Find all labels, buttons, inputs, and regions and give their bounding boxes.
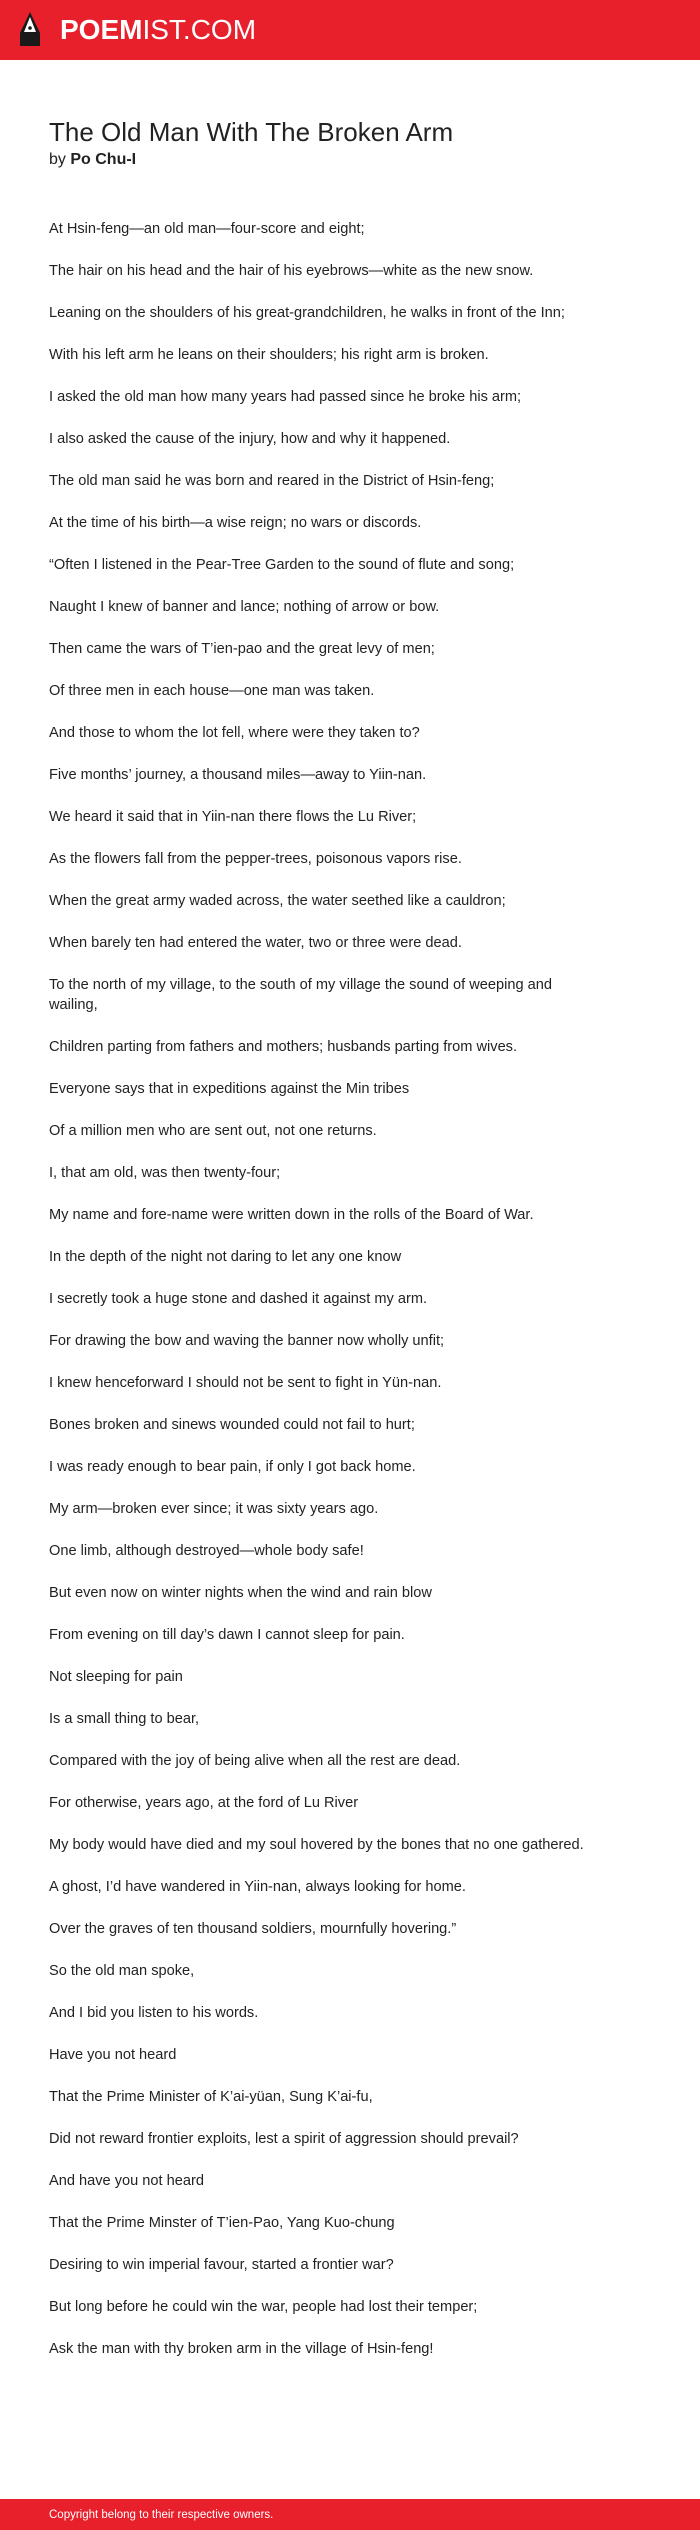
poem-line: Then came the wars of T’ien-pao and the great levy of men; xyxy=(49,641,435,657)
poem-line: That the Prime Minister of K’ai-yüan, Sung K’ai-fu, xyxy=(49,2089,373,2105)
author-link[interactable]: Po Chu-I xyxy=(70,151,137,168)
poem-line: Ask the man with thy broken arm in the village of Hsin-feng! xyxy=(49,2341,434,2357)
poem-line: To the north of my village, to the south of my village the sound of weeping and wailing, xyxy=(49,977,552,1013)
poem-line: Did not reward frontier exploits, lest a spirit of aggression should prevail? xyxy=(49,2131,519,2147)
poem-line: Compared with the joy of being alive when all the rest are dead. xyxy=(49,1753,461,1769)
poem-line: And I bid you listen to his words. xyxy=(49,2005,259,2021)
poem-line: I asked the old man how many years had passed since he broke his arm; xyxy=(49,389,522,405)
poem-line: Over the graves of ten thousand soldiers, mournfully hovering.” xyxy=(49,1921,457,1937)
poem-line: From evening on till day’s dawn I cannot sleep for pain. xyxy=(49,1627,405,1643)
poem-line: One limb, although destroyed—whole body safe! xyxy=(49,1543,364,1559)
poem-line: For drawing the bow and waving the banner now wholly unfit; xyxy=(49,1333,445,1349)
poem-line: Not sleeping for pain xyxy=(49,1669,183,1685)
poem-line: I secretly took a huge stone and dashed it against my arm. xyxy=(49,1291,428,1307)
poem-line: At the time of his birth—a wise reign; no wars or discords. xyxy=(49,515,422,531)
poem-line: The old man said he was born and reared in the District of Hsin-feng; xyxy=(49,473,495,489)
poem-line: My arm—broken ever since; it was sixty years ago. xyxy=(49,1501,379,1517)
poem-line: Leaning on the shoulders of his great-grandchildren, he walks in front of the Inn; xyxy=(49,305,565,321)
poem-title: The Old Man With The Broken Arm xyxy=(49,117,454,147)
poem-line: But even now on winter nights when the wind and rain blow xyxy=(49,1585,432,1601)
site-logo[interactable] xyxy=(60,14,256,46)
copyright-text: Copyright belong to their respective owners. xyxy=(49,2509,274,2521)
poem-line: The hair on his head and the hair of his eyebrows—white as the new snow. xyxy=(49,263,534,279)
poem-line: Five months’ journey, a thousand miles—away to Yiin-nan. xyxy=(49,767,427,783)
poem-body xyxy=(49,219,589,2381)
poem-line: But long before he could win the war, people had lost their temper; xyxy=(49,2299,478,2315)
poem-line: Have you not heard xyxy=(49,2047,177,2063)
poem-line: I, that am old, was then twenty-four; xyxy=(49,1165,281,1181)
byline xyxy=(49,150,136,170)
poem-line: Is a small thing to bear, xyxy=(49,1711,200,1727)
poem-line: My body would have died and my soul hovered by the bones that no one gathered. xyxy=(49,1837,584,1853)
poem-line: A ghost, I’d have wandered in Yiin-nan, always looking for home. xyxy=(49,1879,466,1895)
poem-line: When the great army waded across, the water seethed like a cauldron; xyxy=(49,893,506,909)
site-header xyxy=(0,0,700,60)
poem-line: In the depth of the night not daring to let any one know xyxy=(49,1249,402,1265)
poem-line: I was ready enough to bear pain, if only I got back home. xyxy=(49,1459,416,1475)
poem-line: Everyone says that in expeditions against the Min tribes xyxy=(49,1081,410,1097)
poem-line: Desiring to win imperial favour, started a frontier war? xyxy=(49,2257,394,2273)
poem-line: When barely ten had entered the water, two or three were dead. xyxy=(49,935,462,951)
poem-line: “Often I listened in the Pear-Tree Garden to the sound of flute and song; xyxy=(49,557,515,573)
poem-line: Of a million men who are sent out, not one returns. xyxy=(49,1123,377,1139)
pen-nib-icon[interactable] xyxy=(17,11,43,49)
poem-line: With his left arm he leans on their shoulders; his right arm is broken. xyxy=(49,347,489,363)
poem-line: Children parting from fathers and mothers; husbands parting from wives. xyxy=(49,1039,518,1055)
poem-line: We heard it said that in Yiin-nan there flows the Lu River; xyxy=(49,809,417,825)
poem-line: As the flowers fall from the pepper-trees, poisonous vapors rise. xyxy=(49,851,462,867)
logo-text-rest: IST.COM xyxy=(142,14,257,45)
poem-line: That the Prime Minster of T’ien-Pao, Yang Kuo-chung xyxy=(49,2215,395,2231)
logo-text-bold: POEM xyxy=(60,14,143,45)
poem-line: My name and fore-name were written down in the rolls of the Board of War. xyxy=(49,1207,534,1223)
poem-line: I knew henceforward I should not be sent to fight in Yün-nan. xyxy=(49,1375,442,1391)
poem-line: Of three men in each house—one man was taken. xyxy=(49,683,375,699)
site-footer xyxy=(0,2499,700,2530)
poem-line: For otherwise, years ago, at the ford of Lu River xyxy=(49,1795,359,1811)
poem-line: So the old man spoke, xyxy=(49,1963,195,1979)
by-label: by xyxy=(49,151,71,168)
poem-line: Naught I knew of banner and lance; nothing of arrow or bow. xyxy=(49,599,440,615)
poem-line: At Hsin-feng—an old man—four-score and eight; xyxy=(49,221,365,237)
poem-line: Bones broken and sinews wounded could not fail to hurt; xyxy=(49,1417,415,1433)
poem-line: And have you not heard xyxy=(49,2173,204,2189)
poem-line: And those to whom the lot fell, where were they taken to? xyxy=(49,725,420,741)
poem-line: I also asked the cause of the injury, how and why it happened. xyxy=(49,431,451,447)
